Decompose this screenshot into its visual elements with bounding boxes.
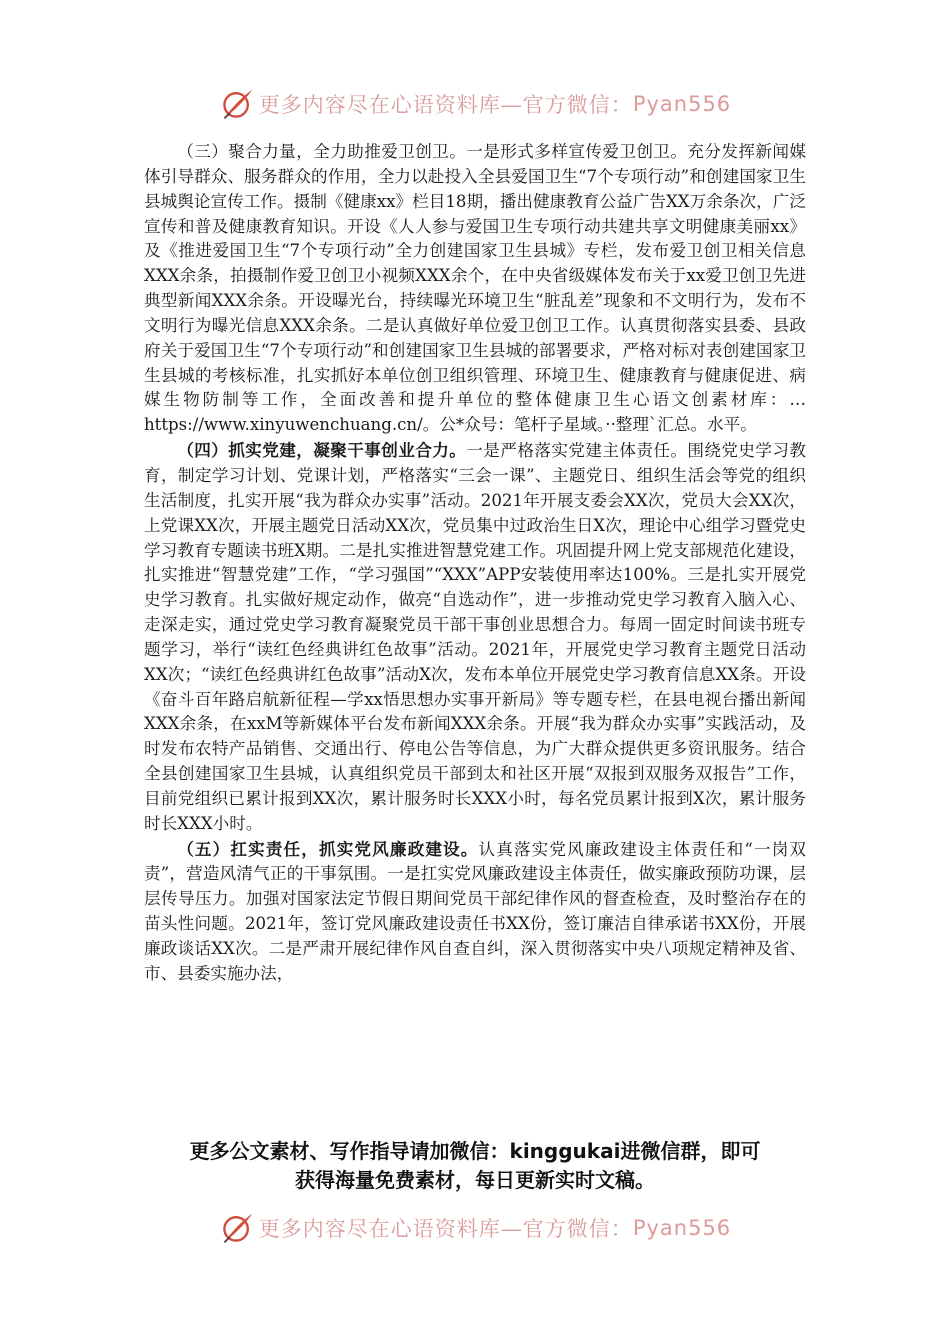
banner-site-text: 更多内容尽在心语资料库—官方微信： [258,93,633,117]
paragraph-text: 一是严格落实党建主体责任。围绕党史学习教育，制定学习计划、党课计划，严格落实“三会一课”、主题党日、组织生活会等党的组织生活制度，扎实开展“我为群众办实事”活动。2021年开展支委会XX次，党员大会XX次，上党课XX次，开展主题党日活动XX次，党员集中过政治生日X次，理论中心组学习暨党史学习教育专题读书班X期。二是扎实推进智慧党建工作。巩固提升网上党支部规范化建设，扎实推进“智慧党建”工作，“学习强国”“XXX”APP安装使用率达100%。三是扎实开展党史学习教育。扎实做好规定动作，做亮“自选动作”，进一步推动党史学习教育入脑入心、走深走实，通过党史学习教育凝聚党员干部干事创业思想合力。每周一固定时间读书班专题学习，举行“读红色经典讲红色故事”活动。2021年，开展党史学习教育主题党日活动XX次；“读红色经典讲红色故事”活动X次，发布本单位开展党史学习教育信息XX条。开设《奋斗百年路启航新征程—学xx悟思想办实事开新局》等专题专栏，在县电视台播出新闻XXX余条，在xxM等新媒体平台发布新闻XXX余条。开展“我为群众办实事”实践活动，及时发布农特产品销售、交通出行、停电公告等信息，为广大群众提供更多资讯服务。结合全县创建国家卫生县城，认真组织党员干部到太和社区开展“双报到双服务双报告”工作，目前党组织已累计报到XX次，累计服务时长XXX小时，每名党员累计报到X次，累计服务时长XXX小时。 [144,441,807,833]
banner-site-text: 更多内容尽在心语资料库—官方微信： [258,1217,633,1241]
quill-logo-icon [219,86,255,122]
paragraph-text: 认真落实党风廉政建设主体责任和“一岗双责”，营造风清气正的干事氛围。一是扛实党风廉政建设主体责任，做实廉政预防功课，层层传导压力。加强对国家法定节假日期间党员干部纪律作风的督查检查，及时整治存在的苗头性问题。2021年，签订党风廉政建设责任书XX份，签订廉洁自律承诺书XX份，开展廉政谈话XX次。二是严肃开展纪律作风自查自纠，深入贯彻落实中央八项规定精神及省、市、县委实施办法， [144,839,807,983]
promo-notice [120,1137,830,1195]
header-banner [0,84,950,124]
footer-banner [0,1208,950,1248]
paragraph-heading: （五）扛实责任，抓实党风廉政建设。 [177,838,479,859]
paragraph-lianzheng [144,837,806,987]
banner-wechat-id: Pyan556 [632,92,732,116]
paragraph-dangjian [144,438,806,837]
paragraph-aiwei [144,140,806,438]
document-body [144,140,806,987]
paragraph-text: （三）聚合力量，全力助推爱卫创卫。一是形式多样宣传爱卫创卫。充分发挥新闻媒体引导群众、服务群众的作用，全力以赴投入全县爱国卫生“7个专项行动”和创建国家卫生县城舆论宣传工作。摄制《健康xx》栏目18期，播出健康教育公益广告XX万余条次，广泛宣传和普及健康教育知识。开设《人人参与爱国卫生专项行动共建共享文明健康美丽xx》及《推进爱国卫生“7个专项行动”全力创建国家卫生县城》专栏，发布爱卫创卫相关信息XXX余条，拍摄制作爱卫创卫小视频XXX余个，在中央省级媒体发布关于xx爱卫创卫先进典型新闻XXX余条。开设曝光台，持续曝光环境卫生“脏乱差”现象和不文明行为，发布不文明行为曝光信息XXX余条。二是认真做好单位爱卫创卫工作。认真贯彻落实县委、县政府关于爱国卫生“7个专项行动”和创建国家卫生县城的部署要求，严格对标对表创建国家卫生县城的考核标准，扎实抓好本单位创卫组织管理、环境卫生、健康教育与健康促进、病媒生物防制等工作，全面改善和提升单位的整体健康卫生心语文创素材库：… https://www.xinyuwenchuang.cn/。公*众号：笔杆子星域。··整理`汇总。水平。 [144,142,806,435]
paragraph-heading: （四）抓实党建，凝聚干事创业合力。 [177,440,467,461]
quill-logo-icon [219,1210,255,1246]
promo-line: 获得海量免费素材，每日更新实时文稿。 [295,1168,655,1192]
banner-wechat-id: Pyan556 [632,1216,732,1240]
promo-line: 更多公文素材、写作指导请加微信：kinggukai进微信群，即可 [189,1139,761,1163]
